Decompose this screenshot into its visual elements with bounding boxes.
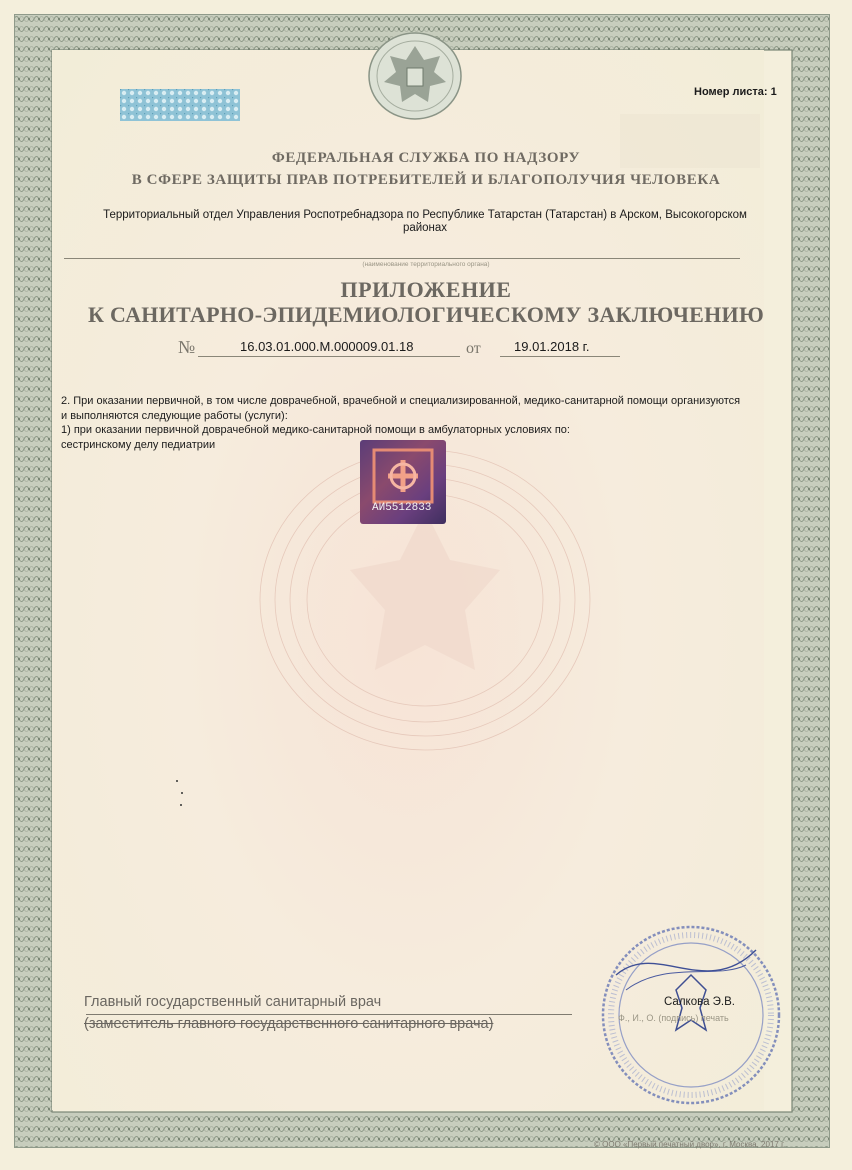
signatory-deputy-title: (заместитель главного государственного санитарного врача) [84, 1016, 494, 1032]
security-strip [120, 89, 240, 121]
document-number: 16.03.01.000.М.000009.01.18 [240, 339, 414, 354]
document-date: 19.01.2018 г. [514, 339, 590, 354]
signatory-underline [86, 1014, 572, 1015]
department-caption: (наименование территориального органа) [362, 261, 490, 268]
hologram-code: AИ5512833 [372, 502, 432, 514]
number-sign: № [178, 337, 196, 357]
document-subtitle: К САНИТАРНО-ЭПИДЕМИОЛОГИЧЕСКОМУ ЗАКЛЮЧЕНИЮ [87, 302, 765, 327]
emblem-icon [366, 30, 464, 122]
sheet-number: Номер листа: 1 [694, 86, 777, 98]
speck [181, 792, 183, 794]
department-name [100, 209, 750, 235]
number-underline [198, 356, 460, 357]
hologram-sticker [360, 440, 446, 524]
body-line-4: сестринскому делу педиатрии [61, 438, 216, 451]
speck [176, 780, 178, 782]
signature-caption: Ф., И., О. (подпись) печать [618, 1013, 729, 1023]
body-line-1: 2. При оказании первичной, в том числе доврачебной, врачебной и специализированной, медико-санитарной помощи организуются [61, 395, 741, 407]
signatory-name: Салкова Э.В. [664, 996, 735, 1008]
signatory-title: Главный государственный санитарный врач [84, 994, 382, 1010]
agency-line-1: ФЕДЕРАЛЬНАЯ СЛУЖБА ПО НАДЗОРУ [271, 150, 581, 166]
department-line-1: Территориальный отдел Управления Роспотребнадзора по Республике Татарстан (Татарстан) в Арском, Высокогорском [103, 209, 747, 221]
body-line-3: 1) при оказании первичной доврачебной медико-санитарной помощи в амбулаторных условиях по: [61, 424, 570, 436]
printer-note: © ООО «Первый печатный двор», г. Москва, 2017 г. [594, 1140, 786, 1149]
agency-line-2: В СФЕРЕ ЗАЩИТЫ ПРАВ ПОТРЕБИТЕЛЕЙ И БЛАГОПОЛУЧИЯ ЧЕЛОВЕКА [131, 172, 721, 188]
speck [180, 804, 182, 806]
date-underline [500, 356, 620, 357]
department-line-2: районах [402, 222, 448, 234]
document-title: ПРИЛОЖЕНИЕ [340, 277, 512, 302]
date-prefix: от [466, 340, 481, 357]
body-line-2: и выполняются следующие работы (услуги): [61, 409, 288, 422]
department-underline [64, 258, 740, 259]
